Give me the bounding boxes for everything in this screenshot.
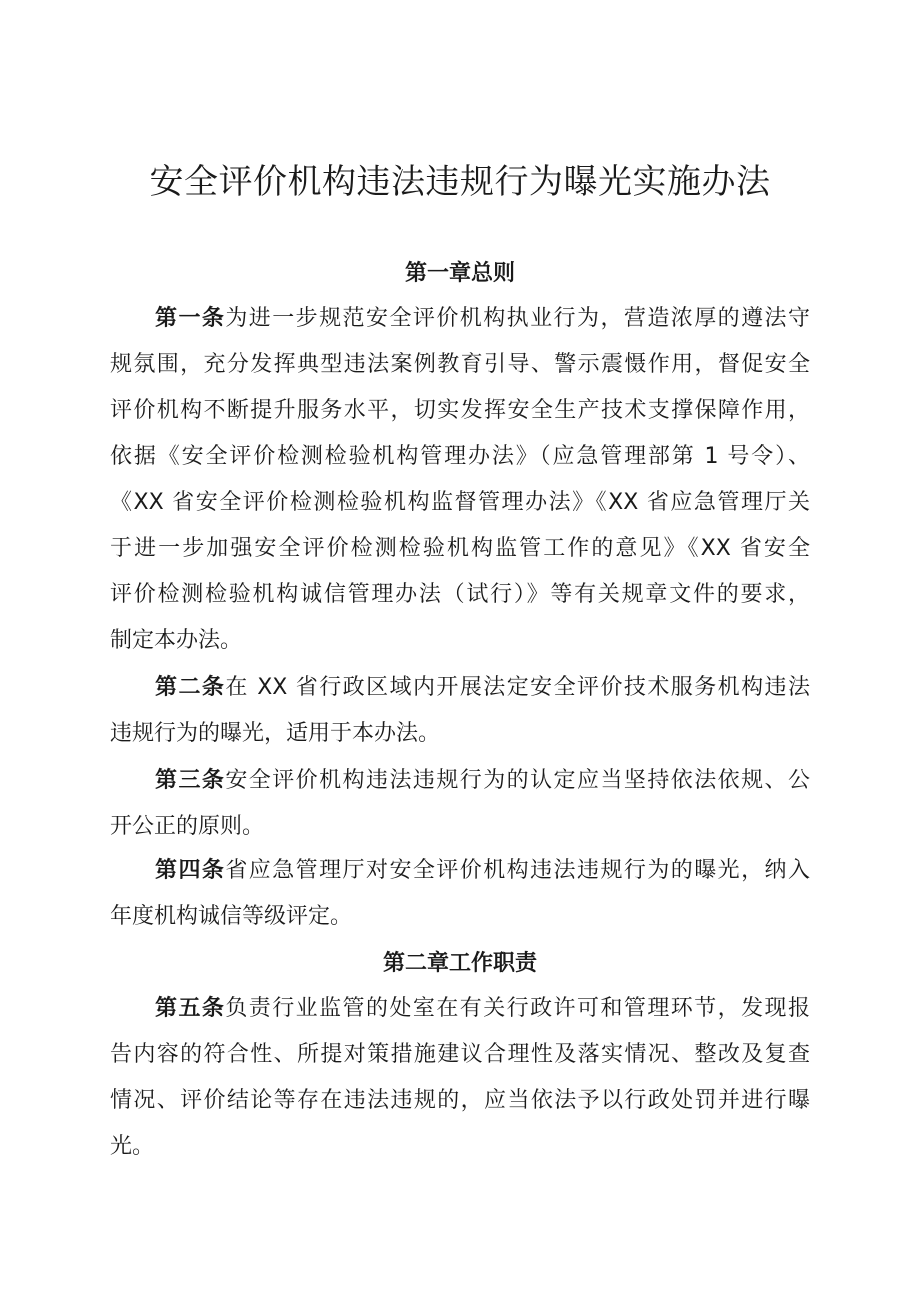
- article-1-line-8: 制定本办法。: [110, 628, 243, 653]
- chapter-heading-2: 第二章工作职责: [382, 951, 537, 976]
- article-1-line-2: 规氛围，充分发挥典型违法案例教育引导、警示震慑作用，督促安全: [110, 352, 810, 377]
- article-4-line-1: 第四条省应急管理厅对安全评价机构违法违规行为的曝光，纳入: [155, 858, 810, 883]
- article-3-label: 第三条: [155, 768, 226, 793]
- article-3-line-2: 开公正的原则。: [110, 814, 265, 839]
- article-1-line-7: 评价检测检验机构诚信管理办法（试行）》等有关规章文件的要求，: [110, 582, 810, 607]
- document-title: 安全评价机构违法违规行为曝光实施办法: [149, 162, 771, 202]
- article-3-line-1: 第三条安全评价机构违法违规行为的认定应当坚持依法依规、公: [155, 768, 810, 793]
- article-1-line-3: 评价机构不断提升服务水平，切实发挥安全生产技术支撑保障作用，: [110, 398, 810, 423]
- article-2-line-1: 第二条在 XX 省行政区域内开展法定安全评价技术服务机构违法: [155, 675, 810, 700]
- article-2-label: 第二条: [155, 675, 226, 700]
- article-5-line-1: 第五条负责行业监管的处室在有关行政许可和管理环节，发现报: [155, 996, 810, 1021]
- article-4-label: 第四条: [155, 858, 226, 883]
- article-5-line-2: 告内容的符合性、所提对策措施建议合理性及落实情况、整改及复查: [110, 1042, 810, 1067]
- article-1-label: 第一条: [155, 306, 226, 331]
- article-1-line-4: 依据《安全评价检测检验机构管理办法》（应急管理部第 1 号令）、: [110, 444, 810, 469]
- article-2-line-2: 违规行为的曝光，适用于本办法。: [110, 721, 441, 746]
- article-4-line-2: 年度机构诚信等级评定。: [110, 904, 353, 929]
- article-1-line-1: 第一条为进一步规范安全评价机构执业行为，营造浓厚的遵法守: [155, 306, 810, 331]
- article-5-label: 第五条: [155, 996, 226, 1021]
- article-5-line-3: 情况、评价结论等存在违法违规的，应当依法予以行政处罚并进行曝: [110, 1088, 810, 1113]
- article-1-line-5: 《XX 省安全评价检测检验机构监督管理办法》《XX 省应急管理厅关: [110, 490, 810, 515]
- article-1-line-6: 于进一步加强安全评价检测检验机构监管工作的意见》《XX 省安全: [110, 536, 810, 561]
- article-5-line-4: 光。: [110, 1134, 155, 1159]
- chapter-heading-1: 第一章总则: [404, 261, 515, 286]
